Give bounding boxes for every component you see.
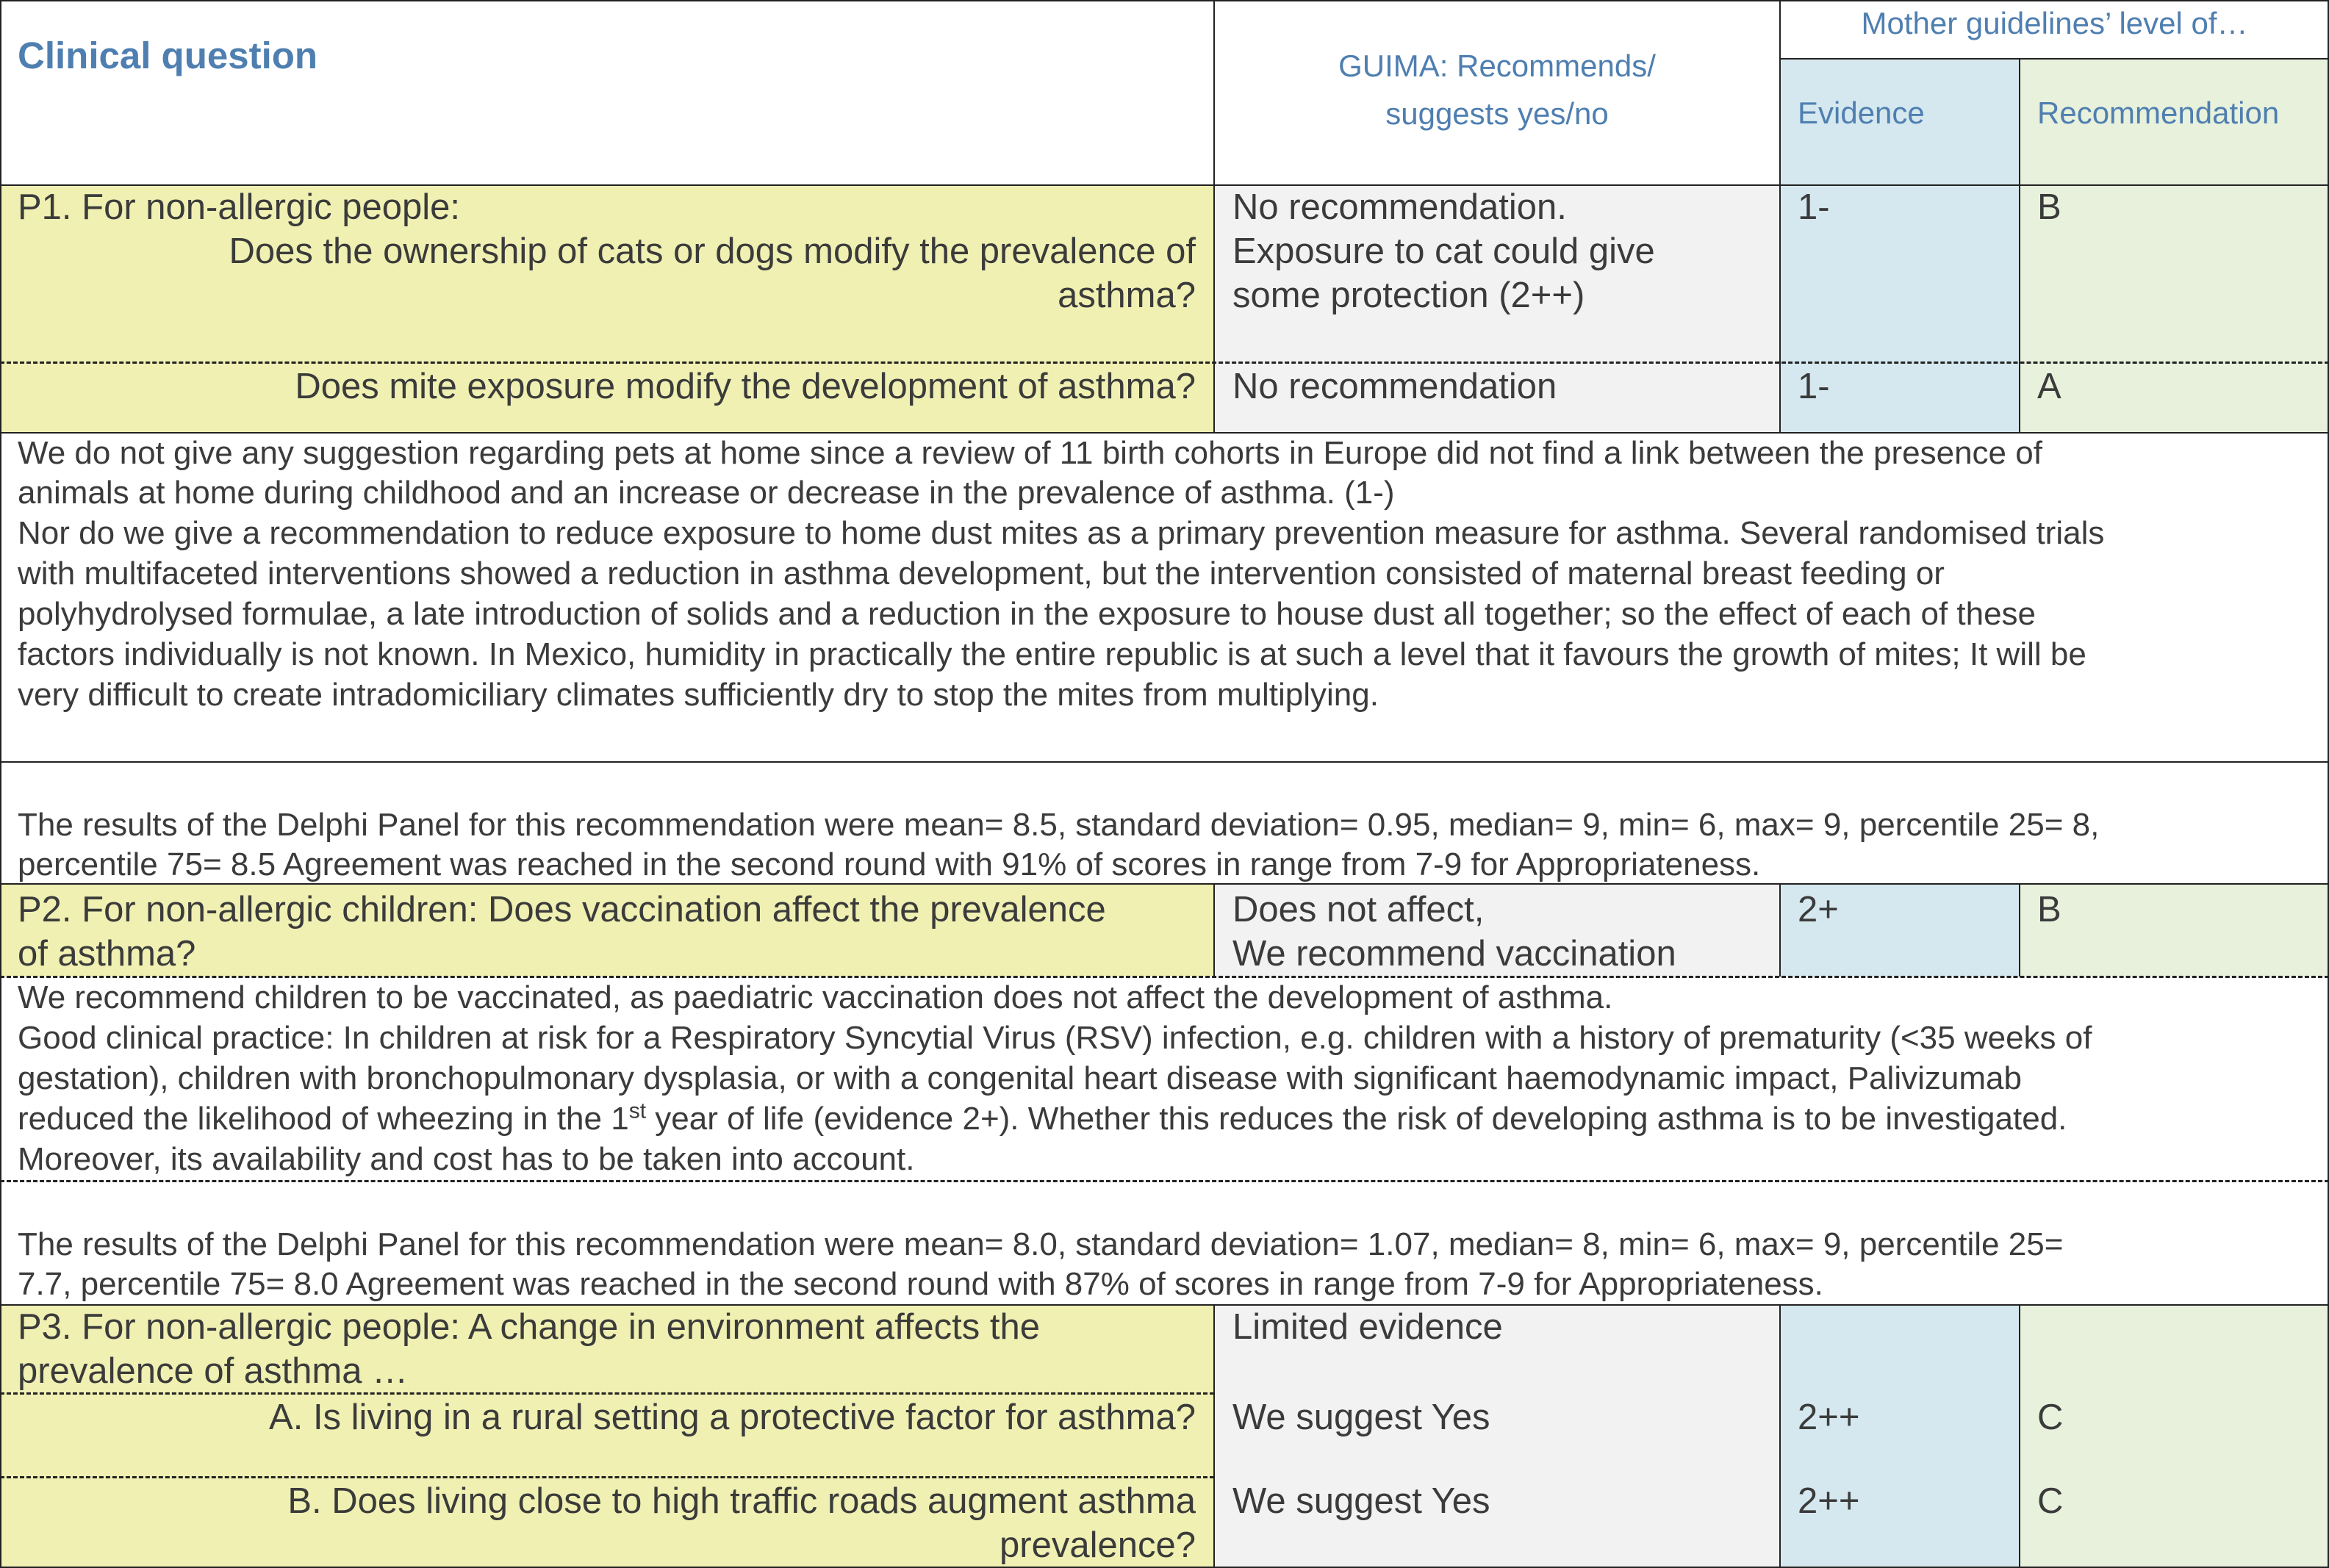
p3-a-evidence: 2++ <box>1798 1398 1860 1437</box>
p2-rationale-text: reduced the likelihood of wheezing in the 1 <box>18 1101 629 1137</box>
p3-question-b-line1: B. Does living close to high traffic roads augment asthma <box>287 1481 1196 1521</box>
p3-col-divider-recommendation <box>2019 1305 2020 1568</box>
p2-guima-line1: Does not affect, <box>1232 890 1485 929</box>
p2-evidence: 2+ <box>1798 890 1839 929</box>
p1-q1-guima-line2: Exposure to cat could give <box>1232 231 1655 271</box>
p1-question-2: Does mite exposure modify the development of asthma? <box>295 367 1196 406</box>
p2-col-divider-evidence <box>1779 884 1781 977</box>
p1-rationale-line: very difficult to create intradomiciliary climates sufficiently dry to stop the mites from multiplying. <box>18 677 1379 713</box>
p2-rationale-divider <box>0 1180 2329 1182</box>
header-mother-guidelines: Mother guidelines’ level of… <box>1861 6 2248 40</box>
p3-recommendation-cell <box>2020 1305 2329 1568</box>
header-guima-line2: suggests yes/no <box>1385 96 1609 131</box>
p2-col-divider-guima <box>1213 884 1215 977</box>
p3-question-b-line2: prevalence? <box>1000 1525 1196 1565</box>
ordinal-suffix: st <box>628 1098 647 1123</box>
header-guima-line1: GUIMA: Recommends/ <box>1338 48 1656 83</box>
header-subdivider <box>1780 58 2329 60</box>
p2-delphi-line: The results of the Delphi Panel for this recommendation were mean= 8.0, standard deviation= 1.07, median= 8, min= 6, max= 9, percentile 25= <box>18 1226 2064 1262</box>
p1-rationale-line: Nor do we give a recommendation to reduce exposure to home dust mites as a primary prevention measure for asthma. Several randomised trials <box>18 515 2105 551</box>
col-divider-recommendation <box>2019 59 2020 433</box>
p3-b-guima: We suggest Yes <box>1232 1481 1490 1521</box>
p1-title: P1. For non-allergic people: <box>18 187 460 227</box>
p1-q1-guima-line1: No recommendation. <box>1232 187 1567 227</box>
p3-question-a: A. Is living in a rural setting a protective factor for asthma? <box>269 1398 1196 1437</box>
p1-rationale-line: with multifaceted interventions showed a reduction in asthma development, but the intervention consisted of maternal breast feeding or <box>18 555 1945 591</box>
p2-question-line1: P2. For non-allergic children: Does vaccination affect the prevalence <box>18 890 1106 929</box>
p3-title-line1: P3. For non-allergic people: A change in environment affects the <box>18 1307 1041 1347</box>
p3-row-divider-b <box>0 1476 1214 1478</box>
p1-rationale-line: factors individually is not known. In Mexico, humidity in practically the entire republic is at such a level that it favours the growth of mites; It will be <box>18 636 2086 672</box>
p1-rationale-divider <box>0 761 2329 763</box>
p2-rationale-line <box>18 1099 2067 1139</box>
p3-col-divider-evidence <box>1779 1305 1781 1568</box>
p2-recommendation: B <box>2037 890 2061 929</box>
p2-recommendation-cell <box>2020 884 2329 977</box>
p3-col-divider-guima <box>1213 1305 1215 1568</box>
p1-q2-guima: No recommendation <box>1232 367 1557 406</box>
p1-question-1-line1: Does the ownership of cats or dogs modify the prevalence of <box>229 231 1196 271</box>
p2-rationale-text: year of life (evidence 2+). Whether this reduces the risk of developing asthma is to be investigated. <box>646 1101 2067 1137</box>
p1-question-1-line2: asthma? <box>1058 276 1196 315</box>
p1-recommendation-cell <box>2020 185 2329 433</box>
p2-rationale-line: We recommend children to be vaccinated, as paediatric vaccination does not affect the development of asthma. <box>18 979 1613 1015</box>
header-recommendation: Recommendation <box>2037 96 2280 130</box>
p2-col-divider-recommendation <box>2019 884 2020 977</box>
p2-rationale-line: Good clinical practice: In children at risk for a Respiratory Syncytial Virus (RSV) infection, e.g. children with a history of prematurity (<35 weeks of <box>18 1020 2092 1056</box>
p1-row-divider <box>0 362 2329 364</box>
p1-q1-guima-line3: some protection (2++) <box>1232 276 1585 315</box>
p3-b-recommendation: C <box>2037 1481 2064 1521</box>
p1-q1-recommendation: B <box>2037 187 2061 227</box>
p1-rationale-line: polyhydrolysed formulae, a late introduction of solids and a reduction in the exposure to house dust all together; so the effect of each of these <box>18 596 2036 632</box>
p1-q2-recommendation: A <box>2037 367 2061 406</box>
p3-b-evidence: 2++ <box>1798 1481 1860 1521</box>
p3-title-line2: prevalence of asthma … <box>18 1351 409 1391</box>
header-clinical-question: Clinical question <box>18 35 318 76</box>
p2-guima-line2: We recommend vaccination <box>1232 934 1676 974</box>
p1-delphi-line: The results of the Delphi Panel for this recommendation were mean= 8.5, standard deviation= 0.95, median= 9, min= 6, max= 9, percentile 25= 8, <box>18 807 2100 843</box>
p1-q2-evidence: 1- <box>1798 367 1830 406</box>
header-evidence: Evidence <box>1798 96 1925 130</box>
p2-delphi-line: 7.7, percentile 75= 8.0 Agreement was reached in the second round with 87% of scores in range from 7-9 for Appropriateness. <box>18 1266 1823 1302</box>
p2-question-line2: of asthma? <box>18 934 196 974</box>
p3-guima: Limited evidence <box>1232 1307 1503 1347</box>
p1-rationale-line: We do not give any suggestion regarding pets at home since a review of 11 birth cohorts in Europe did not find a link between the presence of <box>18 435 2042 471</box>
p2-rationale-line: gestation), children with bronchopulmonary dysplasia, or with a congenital heart disease with significant haemodynamic impact, Palivizumab <box>18 1060 2022 1096</box>
p2-rationale-line: Moreover, its availability and cost has to be taken into account. <box>18 1141 915 1177</box>
p1-q1-evidence: 1- <box>1798 187 1830 227</box>
p1-delphi-line: percentile 75= 8.5 Agreement was reached in the second round with 91% of scores in range from 7-9 for Appropriateness. <box>18 846 1761 882</box>
p3-a-guima: We suggest Yes <box>1232 1398 1490 1437</box>
p3-a-recommendation: C <box>2037 1398 2064 1437</box>
p1-rationale-line: animals at home during childhood and an increase or decrease in the prevalence of asthma. (1-) <box>18 475 1395 511</box>
